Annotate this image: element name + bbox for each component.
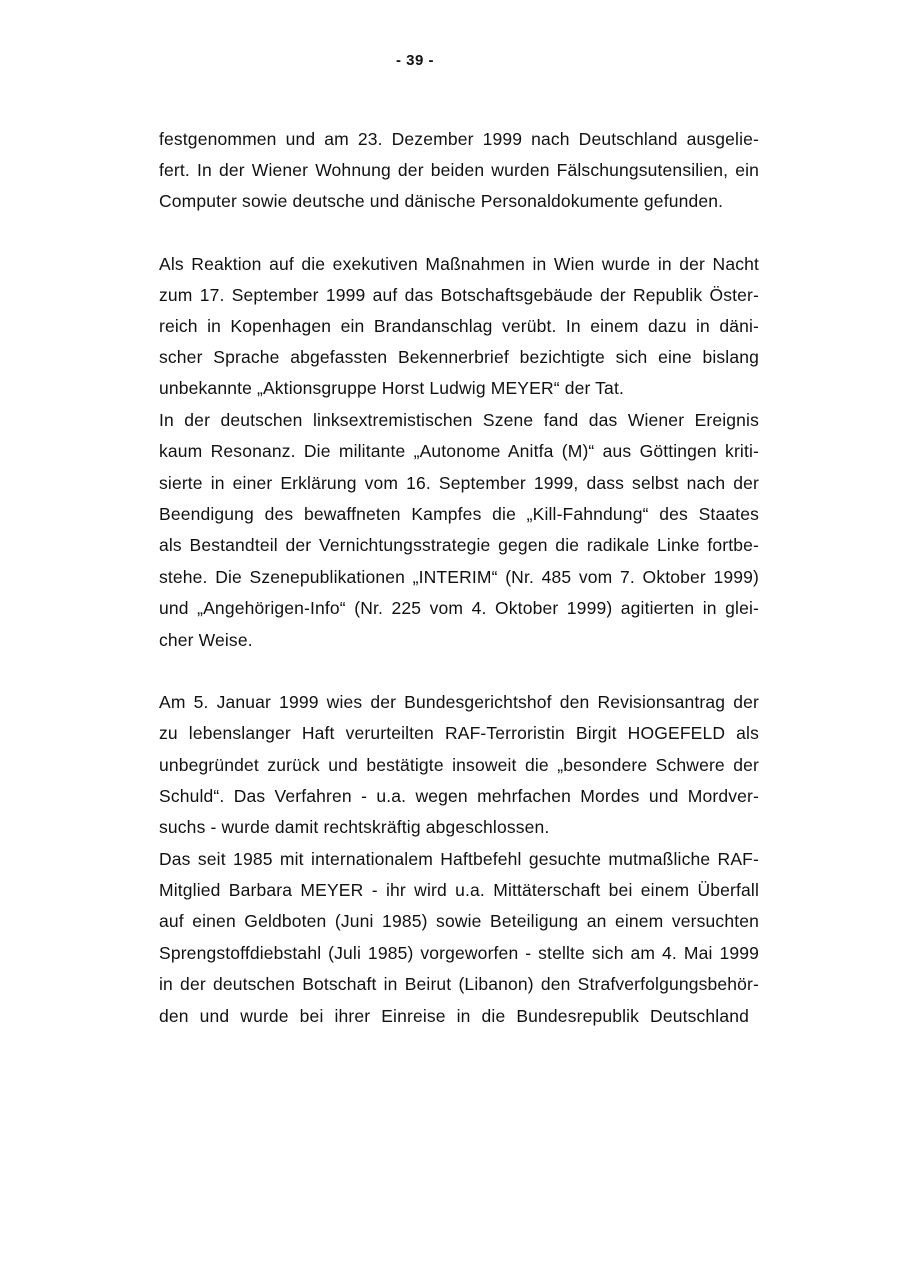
- text-line: reich in Kopenhagen ein Brandanschlag verübt. In einem dazu in däni-: [159, 316, 759, 336]
- text-line: kaum Resonanz. Die militante „Autonome Anitfa (M)“ aus Göttingen kriti-: [159, 441, 759, 461]
- text-line: scher Sprache abgefassten Bekennerbrief bezichtigte sich eine bislang: [159, 347, 759, 367]
- text-line: Das seit 1985 mit internationalem Haftbefehl gesuchte mutmaßliche RAF-: [159, 849, 759, 869]
- text-line: stehe. Die Szenepublikationen „INTERIM“ (Nr. 485 vom 7. Oktober 1999): [159, 567, 759, 587]
- text-line: als Bestandteil der Vernichtungsstrategie gegen die radikale Linke fortbe-: [159, 535, 759, 555]
- text-line: in der deutschen Botschaft in Beirut (Libanon) den Strafverfolgungsbehör-: [159, 974, 759, 994]
- text-line: suchs - wurde damit rechtskräftig abgeschlossen.: [159, 817, 550, 837]
- text-line: Mitglied Barbara MEYER - ihr wird u.a. Mittäterschaft bei einem Überfall: [159, 880, 759, 900]
- text-line: cher Weise.: [159, 630, 253, 650]
- text-line: Computer sowie deutsche und dänische Personaldokumente gefunden.: [159, 191, 724, 211]
- text-line: Am 5. Januar 1999 wies der Bundesgerichtshof den Revisionsantrag der: [159, 692, 759, 712]
- text-line: sierte in einer Erklärung vom 16. September 1999, dass selbst nach der: [159, 473, 759, 493]
- text-line: festgenommen und am 23. Dezember 1999 nach Deutschland ausgelie-: [159, 129, 759, 149]
- text-line: unbekannte „Aktionsgruppe Horst Ludwig MEYER“ der Tat.: [159, 378, 624, 398]
- text-line: und „Angehörigen-Info“ (Nr. 225 vom 4. Oktober 1999) agitierten in glei-: [159, 598, 759, 618]
- text-line: zum 17. September 1999 auf das Botschaftsgebäude der Republik Öster-: [159, 285, 759, 305]
- text-line: Schuld“. Das Verfahren - u.a. wegen mehrfachen Mordes und Mordver-: [159, 786, 759, 806]
- page-number: - 39 -: [395, 52, 434, 69]
- text-line: Beendigung des bewaffneten Kampfes die „Kill-Fahndung“ des Staates: [159, 504, 759, 524]
- text-line: fert. In der Wiener Wohnung der beiden wurden Fälschungsutensilien, ein: [159, 160, 759, 180]
- text-line: zu lebenslanger Haft verurteilten RAF-Terroristin Birgit HOGEFELD als: [159, 723, 759, 743]
- text-line: Als Reaktion auf die exekutiven Maßnahmen in Wien wurde in der Nacht: [159, 254, 759, 274]
- text-line: unbegründet zurück und bestätigte insoweit die „besondere Schwere der: [159, 755, 759, 775]
- text-line: auf einen Geldboten (Juni 1985) sowie Beteiligung an einem versuchten: [159, 911, 759, 931]
- text-line: In der deutschen linksextremistischen Szene fand das Wiener Ereignis: [159, 410, 759, 430]
- text-line: den und wurde bei ihrer Einreise in die Bundesrepublik Deutschland: [159, 1006, 749, 1026]
- text-line: Sprengstoffdiebstahl (Juli 1985) vorgeworfen - stellte sich am 4. Mai 1999: [159, 943, 759, 963]
